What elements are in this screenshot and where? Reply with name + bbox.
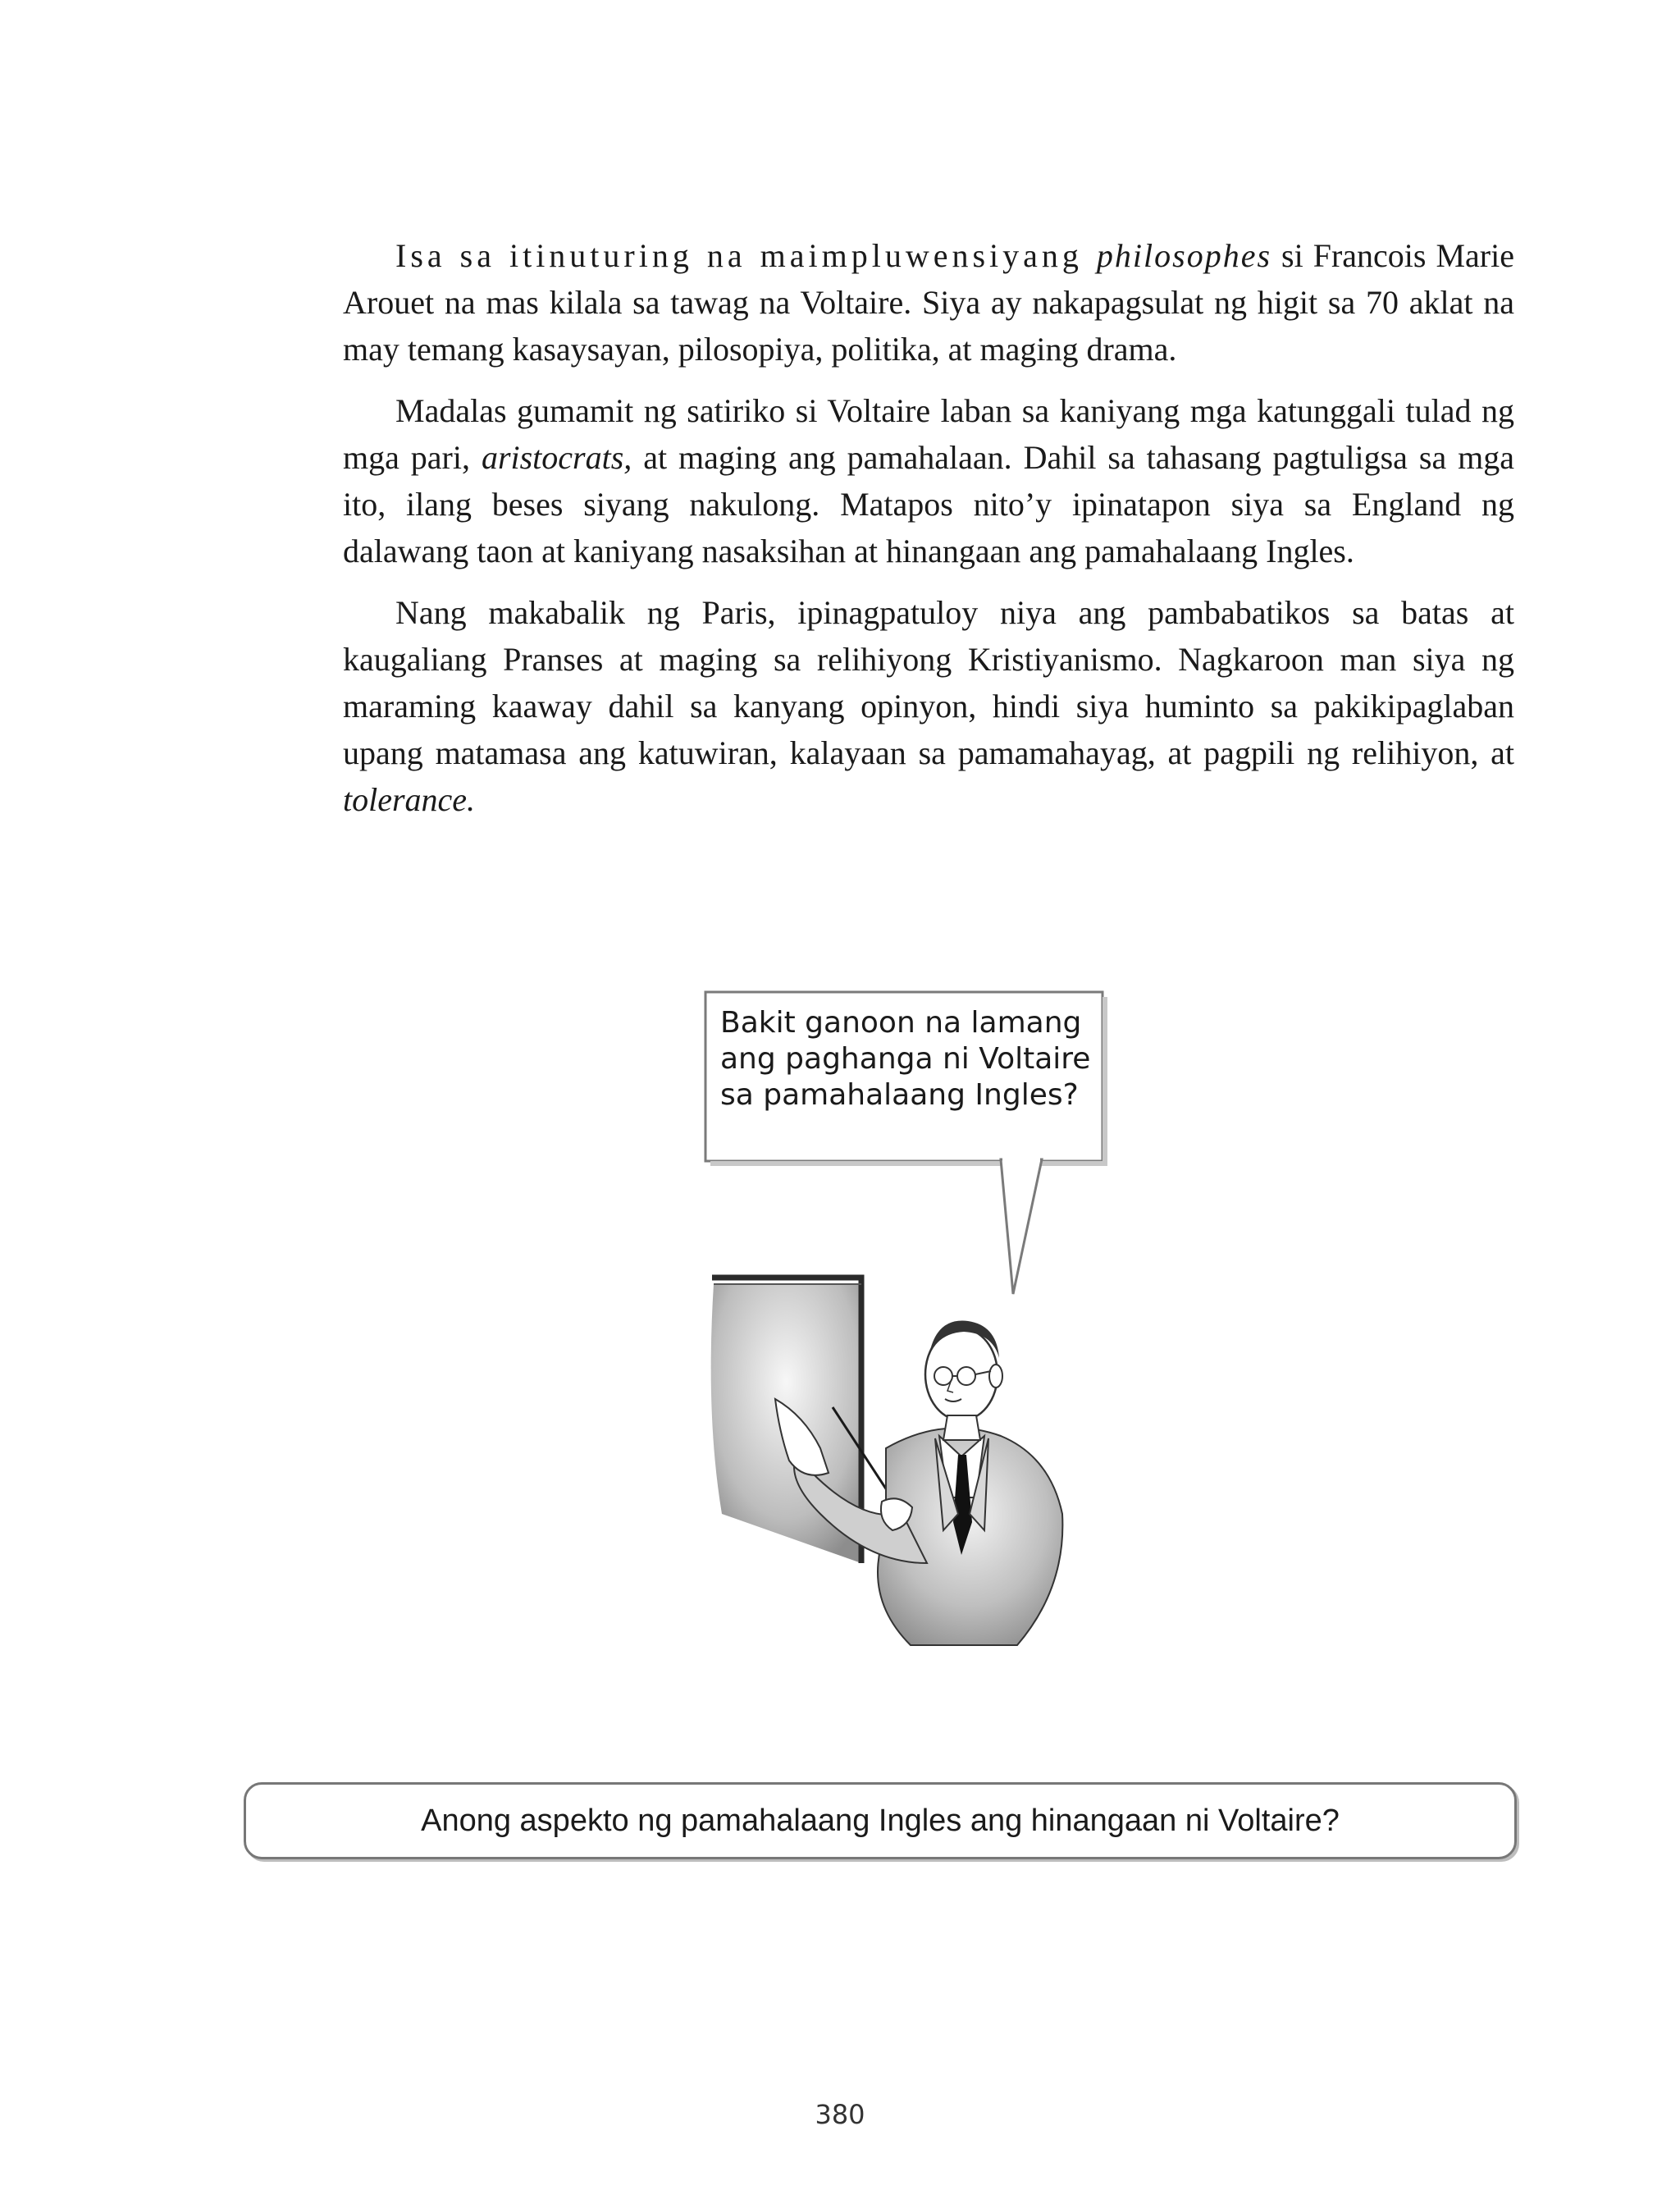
p1-text-b: si Francois Marie Arouet na mas kilala sa tawag na Voltaire. Siya ay nakapagsulat ng higit sa 70 aklat na may temang kasaysayan, pilosopiya, politika, at maging drama. <box>343 237 1514 368</box>
p2-italic-term: aristocrats, <box>481 439 632 476</box>
speech-line-1: Bakit ganoon na lamang <box>720 1006 1082 1040</box>
p3-text-a: Nang makabalik ng Paris, ipinagpatuloy niya ang pambabatikos sa batas at kaugaliang Pranses at maging sa relihiyong Kristiyanismo. Nagkaroon man siya ng maraming kaaway dahil sa kanyang opinyon, hindi siya huminto sa pakikipaglaban upang matamasa ang katuwiran, kalayaan sa pamamahayag, at pagpili ng relihiyon, at <box>343 594 1514 771</box>
body-text <box>343 232 1514 838</box>
question-text: Anong aspekto ng pamahalaang Ingles ang hinangaan ni Voltaire? <box>421 1803 1340 1838</box>
speech-line-3: sa pamahalaang Ingles? <box>720 1078 1079 1112</box>
paragraph-3 <box>343 589 1514 823</box>
speech-line-2: ang paghanga ni Voltaire <box>720 1042 1091 1076</box>
p3-italic-term: tolerance. <box>343 781 476 818</box>
p1-italic-term: philosophes <box>1096 237 1272 274</box>
p2-text-a: Madalas gumamit ng satiriko si Voltaire laban sa kaniyang mga katunggali tulad ng mga pari, <box>343 392 1514 476</box>
speech-bubble-text <box>720 1005 1098 1113</box>
p2-text-b: at maging ang pamahalaan. Dahil sa tahasang pagtuligsa sa mga ito, ilang beses siyang nakulong. Matapos nito’y ipinatapon siya sa England ng dalawang taon at kaniyang nasaksihan at hinangaan ang pamahalaang Ingles. <box>343 439 1514 569</box>
paragraph-2 <box>343 387 1514 574</box>
p1-text-a: Isa sa itinuturing na maimpluwensiyang <box>395 237 1097 274</box>
page-number: 380 <box>815 2099 865 2130</box>
paragraph-1 <box>343 232 1514 373</box>
question-box <box>244 1782 1517 1859</box>
